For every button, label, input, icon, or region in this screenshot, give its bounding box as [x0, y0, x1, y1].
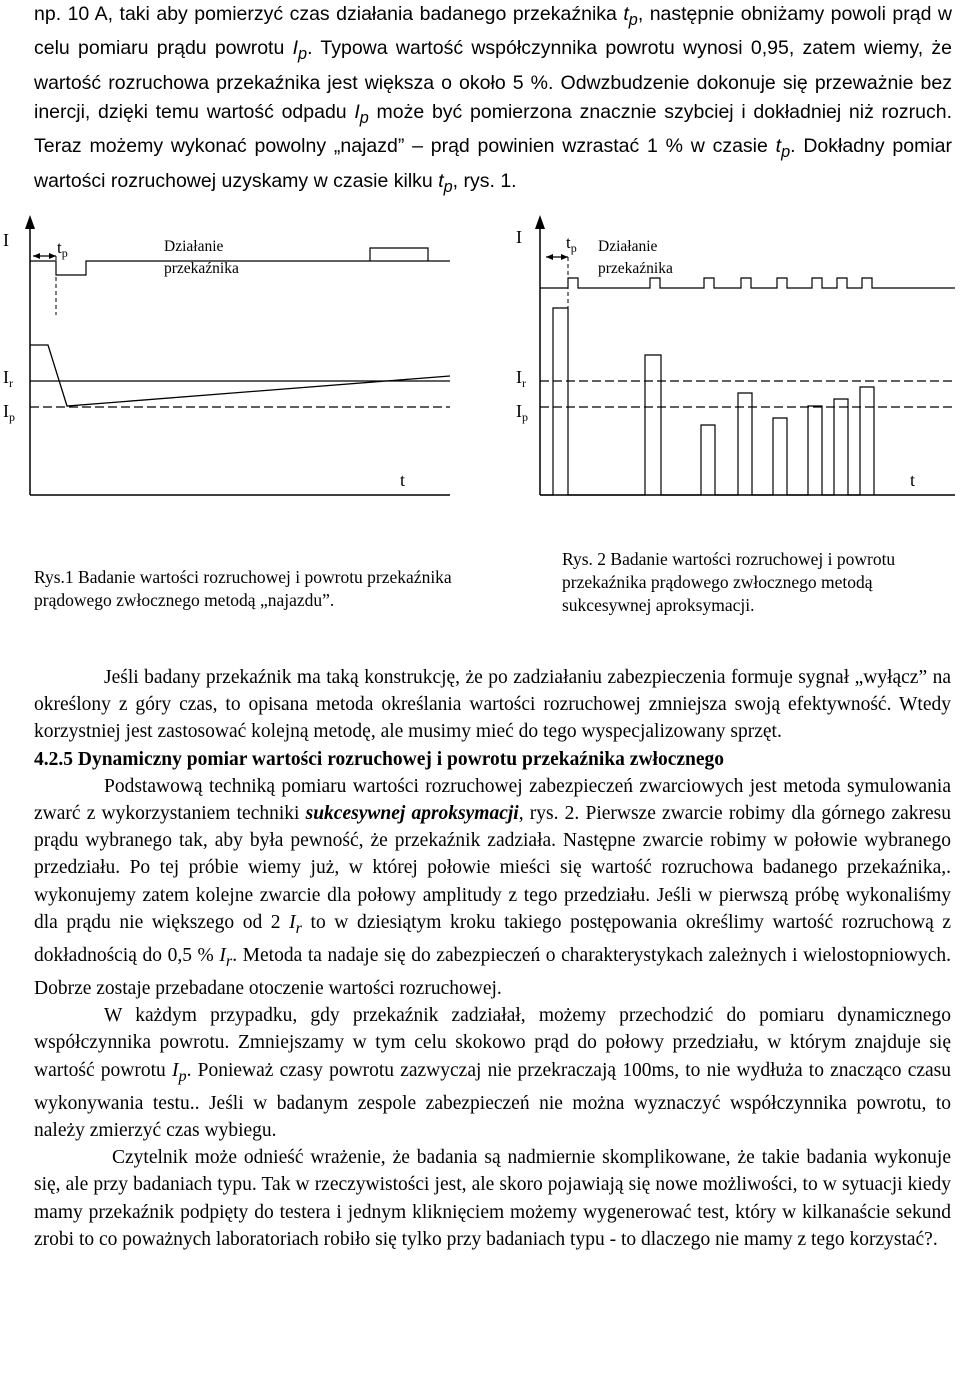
fig1-tp-label: $t_p$	[57, 238, 68, 260]
fig1-relay-label-line1: Działanie	[164, 238, 224, 255]
intro-paragraph-text: np. 10 A, taki aby pomierzyć czas działania badanego przekaźnika $t_p$, następnie obniżamy powoli prąd w celu pomiaru prądu powrotu $I_p$. Typowa wartość współczynnika powrotu wynosi 0,95, zatem wiemy, że wartość rozruchowa przekaźnika jest większa o około 5 %. Odwzbudzenie dokonuje się przeważnie bez inercji, dzięki temu wartość odpadu $I_p$ może być pomierzona znacznie szybciej i dokładniej niż rozruch. Teraz możemy wykonać powolny „najazd” – prąd powinien wzrastać 1 % w czasie $t_p$. Dokładny pomiar wartości rozruchowej uzyskamy w czasie kilku $t_p$, rys. 1.	[34, 3, 953, 196]
figure-1-caption: Rys.1 Badanie wartości rozruchowej i powrotu przekaźnika prądowego zwłocznego metodą „najazdu”.	[34, 567, 452, 610]
fig1-relay-second-pulse	[370, 248, 428, 261]
fig2-relay-pulses	[540, 278, 955, 288]
figure-1	[3, 215, 450, 495]
fig2-relay-label-line1: Działanie	[598, 238, 658, 255]
fig1-y-axis-arrow-icon	[25, 215, 35, 229]
fig2-y-axis-arrow-icon	[535, 215, 545, 229]
fig1-tp-arrow-left-icon	[33, 253, 40, 259]
fig1-relay-label-line2: przekaźnika	[164, 260, 239, 277]
fig1-tp-arrow-right-icon	[49, 253, 56, 259]
fig1-current-ramp	[30, 345, 450, 406]
fig2-y-axis-label: I	[516, 227, 522, 247]
fig1-ir-label: $I_r$	[3, 367, 13, 390]
fig2-x-axis-label: t	[910, 470, 916, 490]
fig2-tp-arrow-right-icon	[561, 254, 568, 260]
paragraph-2: Podstawową techniką pomiaru wartości rozruchowej zabezpieczeń zwarciowych jest metoda symulowania zwarć z wykorzystaniem techniki sukcesywnej aproksymacji, rys. 2. Pierwsze zwarcie robimy dla górnego zakresu prądu wybranego tak, aby była pewność, że przekaźnik zadziała. Następne zwarcie robimy w połowie wybranego przedziału. Po tej próbie wiemy już, w której połowie mieści się wartość rozruchowa badanego przekaźnika,. wykonujemy zatem kolejne zwarcie dla połowy amplitudy z tego przedziału. Jeśli w pierwszą próbę wykonaliśmy dla prądu nie większego od 2 $I_r$ to w dziesiątym kroku takiego postępowania określimy wartość rozruchową z dokładnością do 0,5 % $I_r$. Metoda ta nadaje się do zabezpieczeń o charakterystykach zależnych i wielostopniowych. Dobrze zostaje przebadane otoczenie wartości rozruchowej.	[34, 775, 951, 1000]
fig2-ip-label: $I_p$	[516, 401, 528, 424]
paragraph-4: Czytelnik może odnieść wrażenie, że badania są nadmiernie skomplikowane, że takie badania wykonuje się, ale przy badaniach typu. Tak w rzeczywistości jest, ale skoro pojawiają się nowe możliwości, to w sytuacji kiedy mamy przekaźnik podpięty do testera i jednym kliknięciem możemy wygenerować test, który w kilkanaście sekund zrobi to co poważnych laboratoriach robiło się tylko przy badaniach typu - to dlaczego nie mamy z tego korzystać?.	[34, 1147, 951, 1250]
figure-2-caption: Rys. 2 Badanie wartości rozruchowej i powrotu przekaźnika prądowego zwłocznego metodą sukcesywnej aproksymacji.	[562, 549, 896, 615]
fig2-relay-label-line2: przekaźnika	[598, 260, 673, 277]
fig1-ip-label: $I_p$	[3, 401, 15, 424]
fig2-ir-label: $I_r$	[516, 367, 526, 390]
paragraph-1: Jeśli badany przekaźnik ma taką konstrukcję, że po zadziałaniu zabezpieczenia formuje sygnał „wyłącz” na określony z góry czas, to opisana metoda określania wartości rozruchowej zmniejsza swoją efektywność. Wtedy korzystniej jest zastosować kolejną metodę, ale musimy mieć do tego wyspecjalizowany sprzęt.	[34, 667, 951, 743]
figure-2	[516, 215, 955, 495]
fig1-y-axis-label: I	[3, 230, 9, 250]
fig2-tp-label: $t_p$	[566, 233, 577, 255]
fig2-current-bursts	[540, 308, 874, 495]
paragraph-3: W każdym przypadku, gdy przekaźnik zadziałał, możemy przechodzić do pomiaru dynamicznego współczynnika powrotu. Zmniejszamy w tym celu skokowo prąd do połowy przedziału, w którym znajduje się wartość powrotu $I_p$. Ponieważ czasy powrotu zazwyczaj nie przekraczają 100ms, to nie wydłuża to znacząco czasu wykonywania testu.. Jeśli w badanym zespole zabezpieczeń nie można wyznaczyć współczynnika powrotu, to należy zmierzyć czas wybiegu.	[34, 1005, 952, 1141]
fig2-tp-arrow-left-icon	[546, 254, 553, 260]
fig1-x-axis-label: t	[400, 470, 406, 490]
intro-paragraph	[34, 0, 952, 201]
fig1-relay-first-pulse	[30, 261, 450, 275]
body-text	[34, 664, 951, 1253]
figures-diagram	[0, 215, 960, 515]
section-heading: 4.2.5 Dynamiczny pomiar wartości rozruchowej i powrotu przekaźnika zwłocznego	[34, 748, 725, 770]
